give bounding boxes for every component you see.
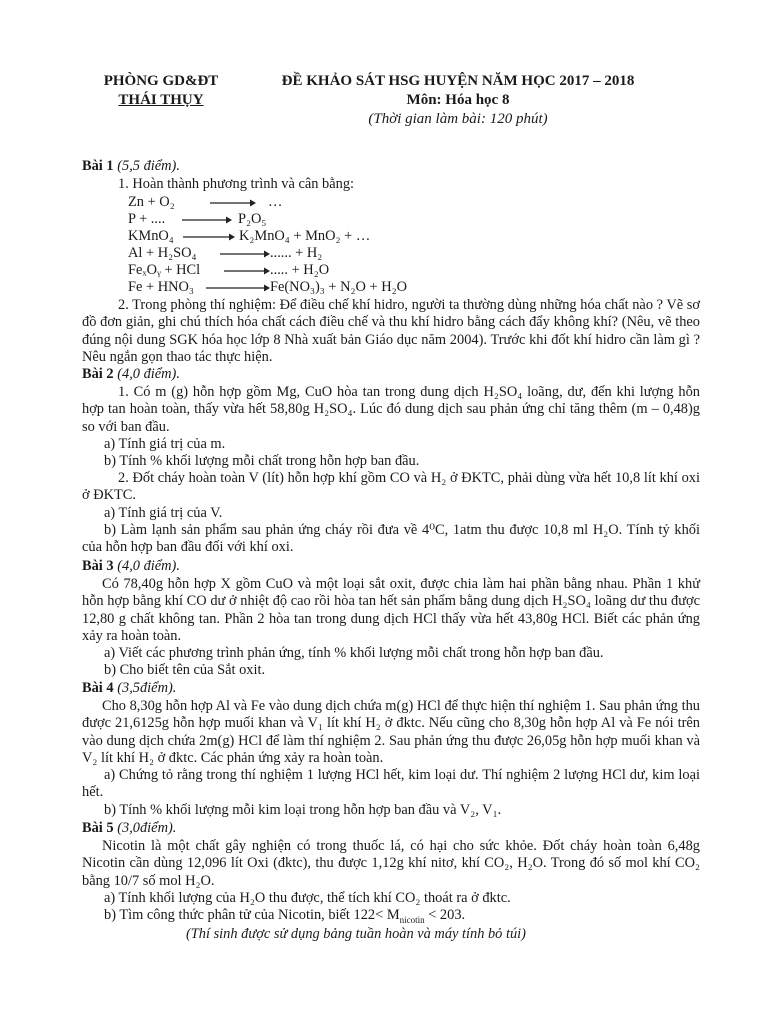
bai4-heading: [82, 680, 176, 697]
bai4-p1: Cho 8,30g hỗn hợp Al và Fe vào dung dịch chứa m(g) HCl để thực hiện thí nghiệm 1. Sau phản ứng thu được 21,6125g hỗn hợp muối khan và V₁ lít khí H₂ ở đktc. Nếu cũng cho 8,30g hỗn hợp Al và Fe nói trên vào dung dịch chứa 2m(g) HCl để làm thí nghiệm 2. Sau phản ứng thu được 26,05g hỗn hợp muối khan và V₂ lít khí H₂ ở đktc. Các phản ứng xảy ra hoàn toàn.: [82, 698, 700, 767]
bai4-title: Bài 4: [82, 680, 114, 696]
arrow-icon: [183, 233, 235, 241]
district-name: THÁI THỤY: [118, 92, 204, 108]
bai5-title: Bài 5: [82, 820, 114, 836]
bai2-points: (4,0 điểm).: [117, 366, 180, 382]
equation-5: FeₓOᵧ + HCl ..... + H₂O: [128, 262, 330, 278]
arrow-icon: [210, 199, 256, 207]
bai3-heading: [82, 558, 180, 575]
bai5-points: (3,0điểm).: [117, 820, 177, 836]
bai2-title: Bài 2: [82, 366, 114, 382]
equation-2: P + .... P₂O₅: [128, 211, 267, 227]
bai2-p2: 2. Đốt cháy hoàn toàn V (lít) hỗn hợp khí gồm CO và H₂ ở ĐKTC, phải dùng vừa hết 10,8 lít khí oxi ở ĐKTC.: [82, 470, 700, 504]
bai1-q1: 1. Hoàn thành phương trình và cân bằng:: [118, 176, 355, 192]
arrow-icon: [206, 284, 270, 292]
bai1-heading: [82, 158, 180, 175]
nicotin-subscript: nicotin: [399, 914, 425, 925]
equation-6: Fe + HNO₃ Fe(NO₃)₃ + N₂O + H₂O: [128, 279, 408, 295]
bai3-pb: b) Cho biết tên của Sắt oxit.: [104, 662, 266, 678]
bai4-pa: a) Chứng tỏ rằng trong thí nghiệm 1 lượng HCl hết, kim loại dư. Thí nghiệm 2 lượng HCl dư, kim loại hết.: [82, 767, 700, 801]
equation-3: KMnO₄ K₂MnO₄ + MnO₂ + …: [128, 228, 371, 244]
bai3-title: Bài 3: [82, 558, 114, 574]
department-name: PHÒNG GD&ĐT: [103, 73, 219, 89]
exam-subject: Môn: Hóa học 8: [406, 92, 510, 108]
bai1-title: Bài 1: [82, 158, 114, 174]
bai5-pb: b) Tìm công thức phân tử của Nicotin, biết $122< M_{nicotin} < 203$.: [104, 907, 466, 925]
arrow-icon: [220, 250, 270, 258]
bai5-p1: Nicotin là một chất gây nghiện có trong thuốc lá, có hại cho sức khỏe. Đốt cháy hoàn toàn 6,48g Nicotin cần dùng 12,096 lít Oxi (đktc), thu được 1,12g khí nitơ, khí CO₂, H₂O. Trong đó số mol khí CO₂ bằng 10/7 số mol H₂O.: [82, 838, 700, 889]
bai2-p2b: b) Làm lạnh sản phẩm sau phản ứng cháy rồi đưa về 4⁰C, 1atm thu được 10,8 ml H₂O. Tính tỷ khối của hỗn hợp ban đầu đối với khí oxi.: [82, 522, 700, 556]
department-header: [86, 72, 236, 110]
equation-1: Zn + O₂ …: [128, 194, 283, 210]
bai4-pb: b) Tính % khối lượng mỗi kim loại trong hỗn hợp ban đầu và V₂, V₁.: [104, 802, 502, 818]
bai5-heading: [82, 820, 176, 837]
bai3-points: (4,0 điểm).: [117, 558, 180, 574]
arrow-icon: [182, 216, 232, 224]
bai2-p2a: a) Tính giá trị của V.: [104, 505, 223, 521]
bai2-p1a: a) Tính giá trị của m.: [104, 436, 226, 452]
exam-header: [248, 72, 668, 129]
closing-note: (Thí sinh được sử dụng bảng tuần hoàn và máy tính bỏ túi): [186, 926, 526, 942]
bai4-points: (3,5điểm).: [117, 680, 177, 696]
arrow-icon: [224, 267, 270, 275]
bai5-pa: a) Tính khối lượng của H₂O thu được, thể tích khí CO₂ thoát ra ở đktc.: [104, 890, 511, 906]
bai1-q2: 2. Trong phòng thí nghiệm: Để điều chế khí hidro, người ta thường dùng những hóa chất nào ? Vẽ sơ đồ đơn giản, ghi chú thích hóa chất cách điều chế và thu khí hidro bằng cách đẩy không khí? (Nêu, vẽ theo đúng nội dung SGK hóa học lớp 8 Nhà xuất bản Giáo dục năm 2004). Trước khi đốt khí hidro cần làm gì ? Nêu ngắn gọn thao tác thực hiện.: [82, 297, 700, 366]
bai3-p1: Có 78,40g hỗn hợp X gồm CuO và một loại sắt oxit, được chia làm hai phần bằng nhau. Phần 1 khử hỗn hợp bằng khí CO dư ở nhiệt độ cao rồi hòa tan hết sản phẩm bằng dung dịch H₂SO₄ loãng dư thu được 12,80 g chất không tan. Phần 2 hòa tan trong dung dịch HCl thấy vừa hết 43,80g HCl. Biết các phản ứng xảy ra hoàn toàn.: [82, 576, 700, 645]
bai3-pa: a) Viết các phương trình phản ứng, tính % khối lượng mỗi chất trong hỗn hợp ban đầu.: [104, 645, 604, 661]
bai2-p1b: b) Tính % khối lượng mỗi chất trong hỗn hợp ban đầu.: [104, 453, 420, 469]
equation-4: Al + H₂SO₄ ...... + H₂: [128, 245, 323, 261]
bai2-heading: [82, 366, 180, 383]
exam-title: ĐỀ KHẢO SÁT HSG HUYỆN NĂM HỌC 2017 – 2018: [281, 73, 635, 89]
bai2-p1: 1. Có m (g) hỗn hợp gồm Mg, CuO hòa tan trong dung dịch H₂SO₄ loãng, dư, đến khi lượng hỗn hợp tan hoàn toàn, thấy vừa hết 58,80g H₂SO₄. Lúc đó dung dịch sau phản ứng chỉ tăng thêm (m – 0,48)g so với ban đầu.: [82, 384, 700, 435]
bai1-points: (5,5 điểm).: [117, 158, 180, 174]
exam-time: (Thời gian làm bài: 120 phút): [368, 111, 548, 127]
